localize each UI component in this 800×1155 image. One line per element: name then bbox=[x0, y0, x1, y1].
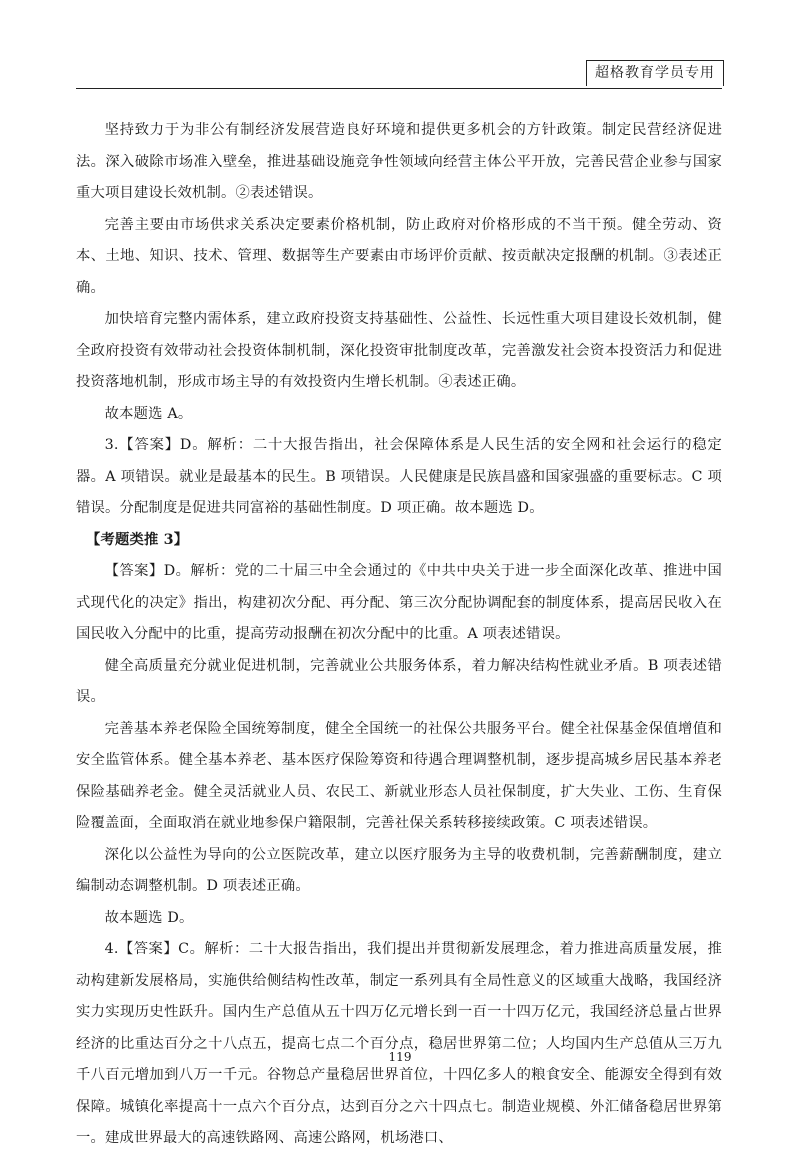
answer-3-paragraph: 3.【答案】D。解析：二十大报告指出，社会保障体系是人民生活的安全网和社会运行的稳定器。A 项错误。就业是最基本的民生。B 项错误。人民健康是民族昌盛和国家强盛的重要标志。C 项错误。分配制度是促进共同富裕的基础性制度。D 项正确。故本题选 D。 bbox=[76, 437, 722, 516]
paragraph: 故本题选 A。 bbox=[104, 405, 193, 422]
answer-4-paragraph: 4.【答案】C。解析：二十大报告指出，我们提出并贯彻新发展理念，着力推进高质量发展，推动构建新发展格局，实施供给侧结构性改革，制定一系列具有全局性意义的区域重大战略，我国经济实力实现历史性跃升。国内生产总值从五十四万亿元增长到一百一十四万亿元，我国经济总量占世界经济的比重达百分之十八点五，提高七点二个百分点，稳居世界第二位；人均国内生产总值从三万九千八百元增加到八万一千元。谷物总产量稳居世界首位，十四亿多人的粮食安全、能源安全得到有效保障。城镇化率提高十一点六个百分点，达到百分之六十四点七。制造业规模、外汇储备稳居世界第一。建成世界最大的高速铁路网、高速公路网，机场港口、 bbox=[76, 941, 722, 1146]
section-heading: 【考题类推 3】 bbox=[86, 531, 189, 548]
header-badge: 超格教育学员专用 bbox=[586, 60, 724, 86]
paragraph: 深化以公益性为导向的公立医院改革，建立以医疗服务为主导的收费机制，完善薪酬制度，建立编制动态调整机制。D 项表述正确。 bbox=[76, 846, 722, 894]
paragraph: 故本题选 D。 bbox=[104, 909, 194, 926]
paragraph: 完善主要由市场供求关系决定要素价格机制，防止政府对价格形成的不当干预。健全劳动、资本、土地、知识、技术、管理、数据等生产要素由市场评价贡献、按贡献决定报酬的机制。③表述正确。 bbox=[76, 216, 722, 296]
paragraph: 完善基本养老保险全国统筹制度，健全全国统一的社保公共服务平台。健全社保基金保值增值和安全监管体系。健全基本养老、基本医疗保险筹资和待遇合理调整机制，逐步提高城乡居民基本养老保险基础养老金。健全灵活就业人员、农民工、新就业形态人员社保制度，扩大失业、工伤、生育保险覆盖面，全面取消在就业地参保户籍限制，完善社保关系转移接续政策。C 项表述错误。 bbox=[76, 720, 722, 831]
paragraph: 坚持致力于为非公有制经济发展营造良好环境和提供更多机会的方针政策。制定民营经济促进法。深入破除市场准入壁垒，推进基础设施竞争性领域向经营主体公平开放，完善民营企业参与国家重大项目建设长效机制。②表述错误。 bbox=[76, 122, 722, 201]
header-rule bbox=[76, 88, 722, 89]
paragraph: 【答案】D。解析：党的二十届三中全会通过的《中共中央关于进一步全面深化改革、推进中国式现代化的决定》指出，构建初次分配、再分配、第三次分配协调配套的制度体系，提高居民收入在国民收入分配中的比重，提高劳动报酬在初次分配中的比重。A 项表述错误。 bbox=[76, 563, 722, 642]
page-number: 119 bbox=[388, 1050, 412, 1064]
page-body bbox=[76, 115, 722, 1155]
paragraph: 健全高质量充分就业促进机制，完善就业公共服务体系，着力解决结构性就业矛盾。B 项表述错误。 bbox=[76, 657, 722, 705]
paragraph: 加快培育完整内需体系，建立政府投资支持基础性、公益性、长远性重大项目建设长效机制，健全政府投资有效带动社会投资体制机制，深化投资审批制度改革，完善激发社会资本投资活力和促进投资落地机制，形成市场主导的有效投资内生增长机制。④表述正确。 bbox=[76, 311, 722, 390]
